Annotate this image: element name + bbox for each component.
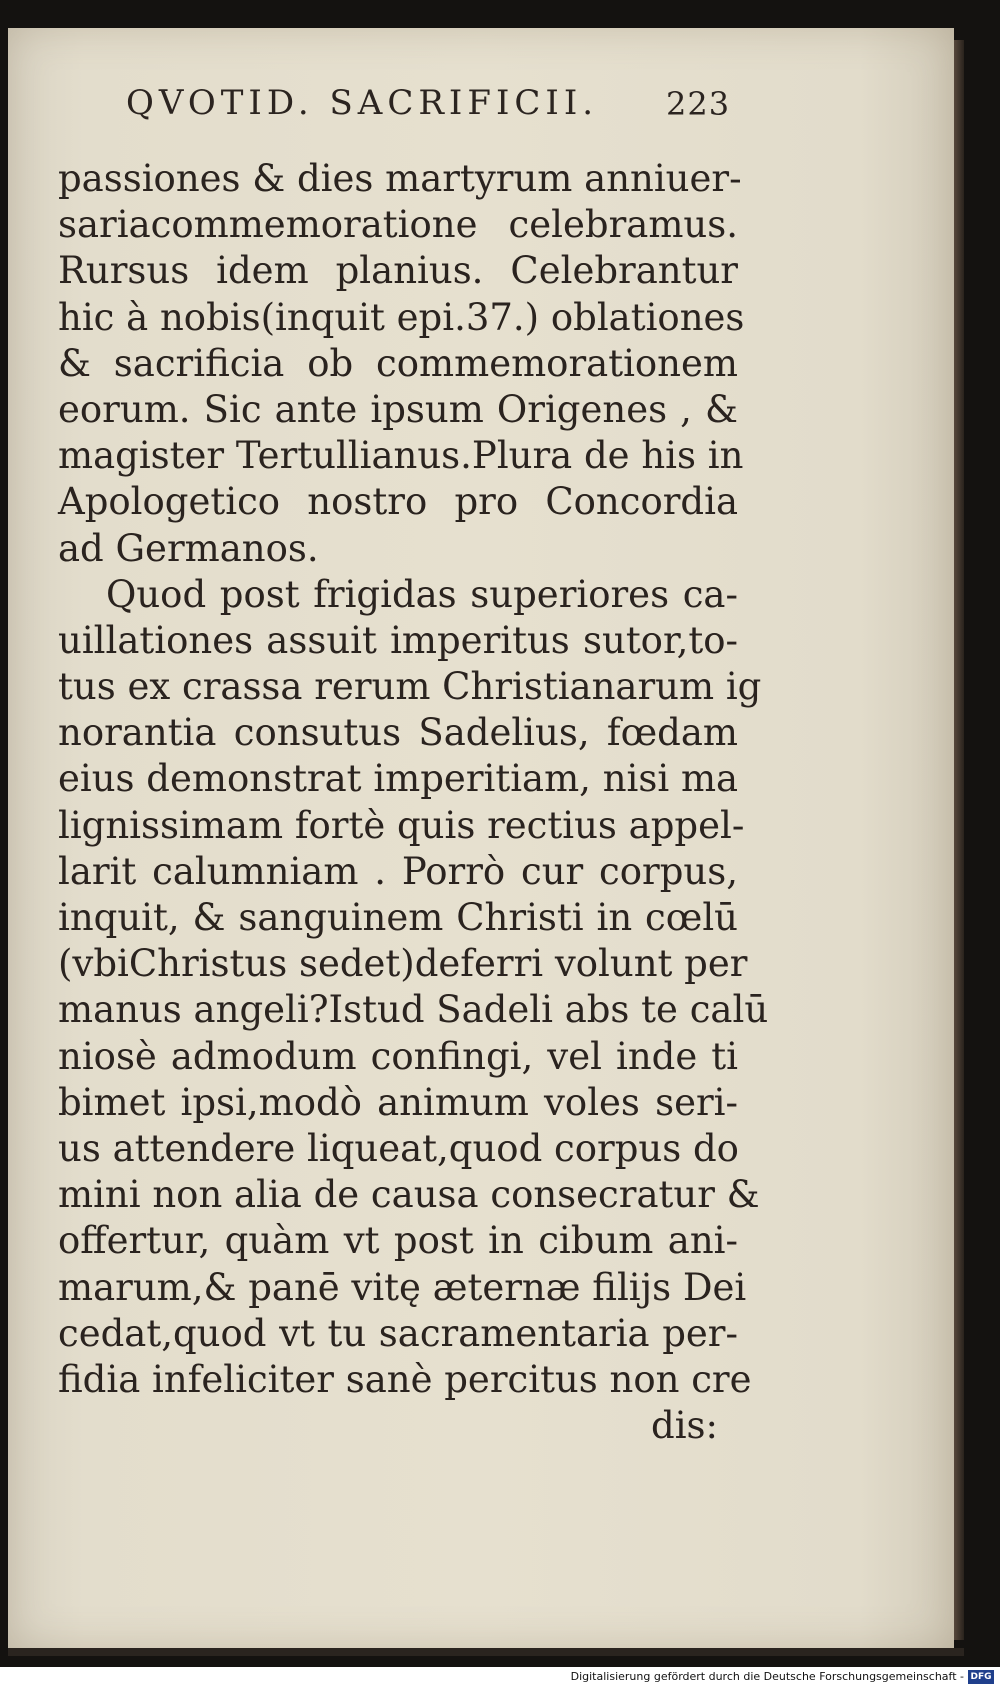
dfg-logo-icon: DFG [968, 1670, 994, 1684]
funding-credit: Digitalisierung gefördert durch die Deutsche Forschungsgemeinschaft - [570, 1670, 964, 1683]
digitization-footer [0, 1667, 1000, 1689]
page-header [126, 83, 731, 143]
text-line: uillationes assuit imperitus sutor,to- [58, 618, 738, 662]
text-line: ad Germanos. [58, 526, 319, 570]
text-line: larit calumniam . Porrò cur corpus, [58, 849, 738, 893]
text-line: magister Tertullianus.Plura de his in [58, 434, 744, 478]
text-line: Rursus idem planius. Celebrantur [58, 249, 738, 293]
page-number: 223 [666, 85, 731, 123]
book-bottom-edge [8, 1648, 964, 1656]
text-line: & sacrificia ob commemorationem [58, 341, 738, 385]
text-line: cedat,quod vt tu sacramentaria per- [58, 1311, 738, 1355]
text-line: norantia consutus Sadelius, fœdam [58, 711, 738, 755]
text-line: lignissimam fortè quis rectius appel- [58, 803, 745, 847]
text-line: bimet ipsi,modò animum voles seri- [58, 1080, 738, 1124]
text-line: hic à nobis(inquit epi.37.) oblationes [58, 295, 745, 339]
book-page [8, 28, 954, 1648]
text-line: eorum. Sic ante ipsum Origenes , & [58, 387, 738, 431]
text-line: mini non alia de causa consecratur & [58, 1173, 760, 1217]
text-line: inquit, & sanguinem Christi in cœlū [58, 896, 738, 939]
text-line: eius demonstrat imperitiam, nisi ma [58, 757, 739, 801]
text-line: us attendere liqueat,quod corpus do [58, 1126, 739, 1170]
body-text [58, 156, 769, 1449]
catchword: dis: [651, 1404, 718, 1448]
text-line: Apologetico nostro pro Concordia [58, 480, 738, 524]
text-line: passiones & dies martyrum anniuer- [58, 157, 742, 200]
running-title: QVOTID. SACRIFICII. [126, 83, 599, 123]
text-line: marum,& panē vitę æternæ filijs Dei [58, 1265, 747, 1309]
text-line: sariacommemoratione celebramus. [58, 203, 738, 247]
text-line: (vbiChristus sedet)deferri volunt per [58, 942, 748, 986]
text-line: tus ex crassa rerum Christianarum ig [58, 665, 762, 709]
text-line: offertur, quàm vt post in cibum ani- [58, 1219, 738, 1263]
text-line: Quod post frigidas superiores ca- [106, 572, 738, 616]
text-line: manus angeli?Istud Sadeli abs te calū [58, 988, 769, 1032]
text-line: fidia infeliciter sanè percitus non cre [58, 1357, 752, 1401]
text-line: niosè admodum confingi, vel inde ti [58, 1034, 738, 1078]
